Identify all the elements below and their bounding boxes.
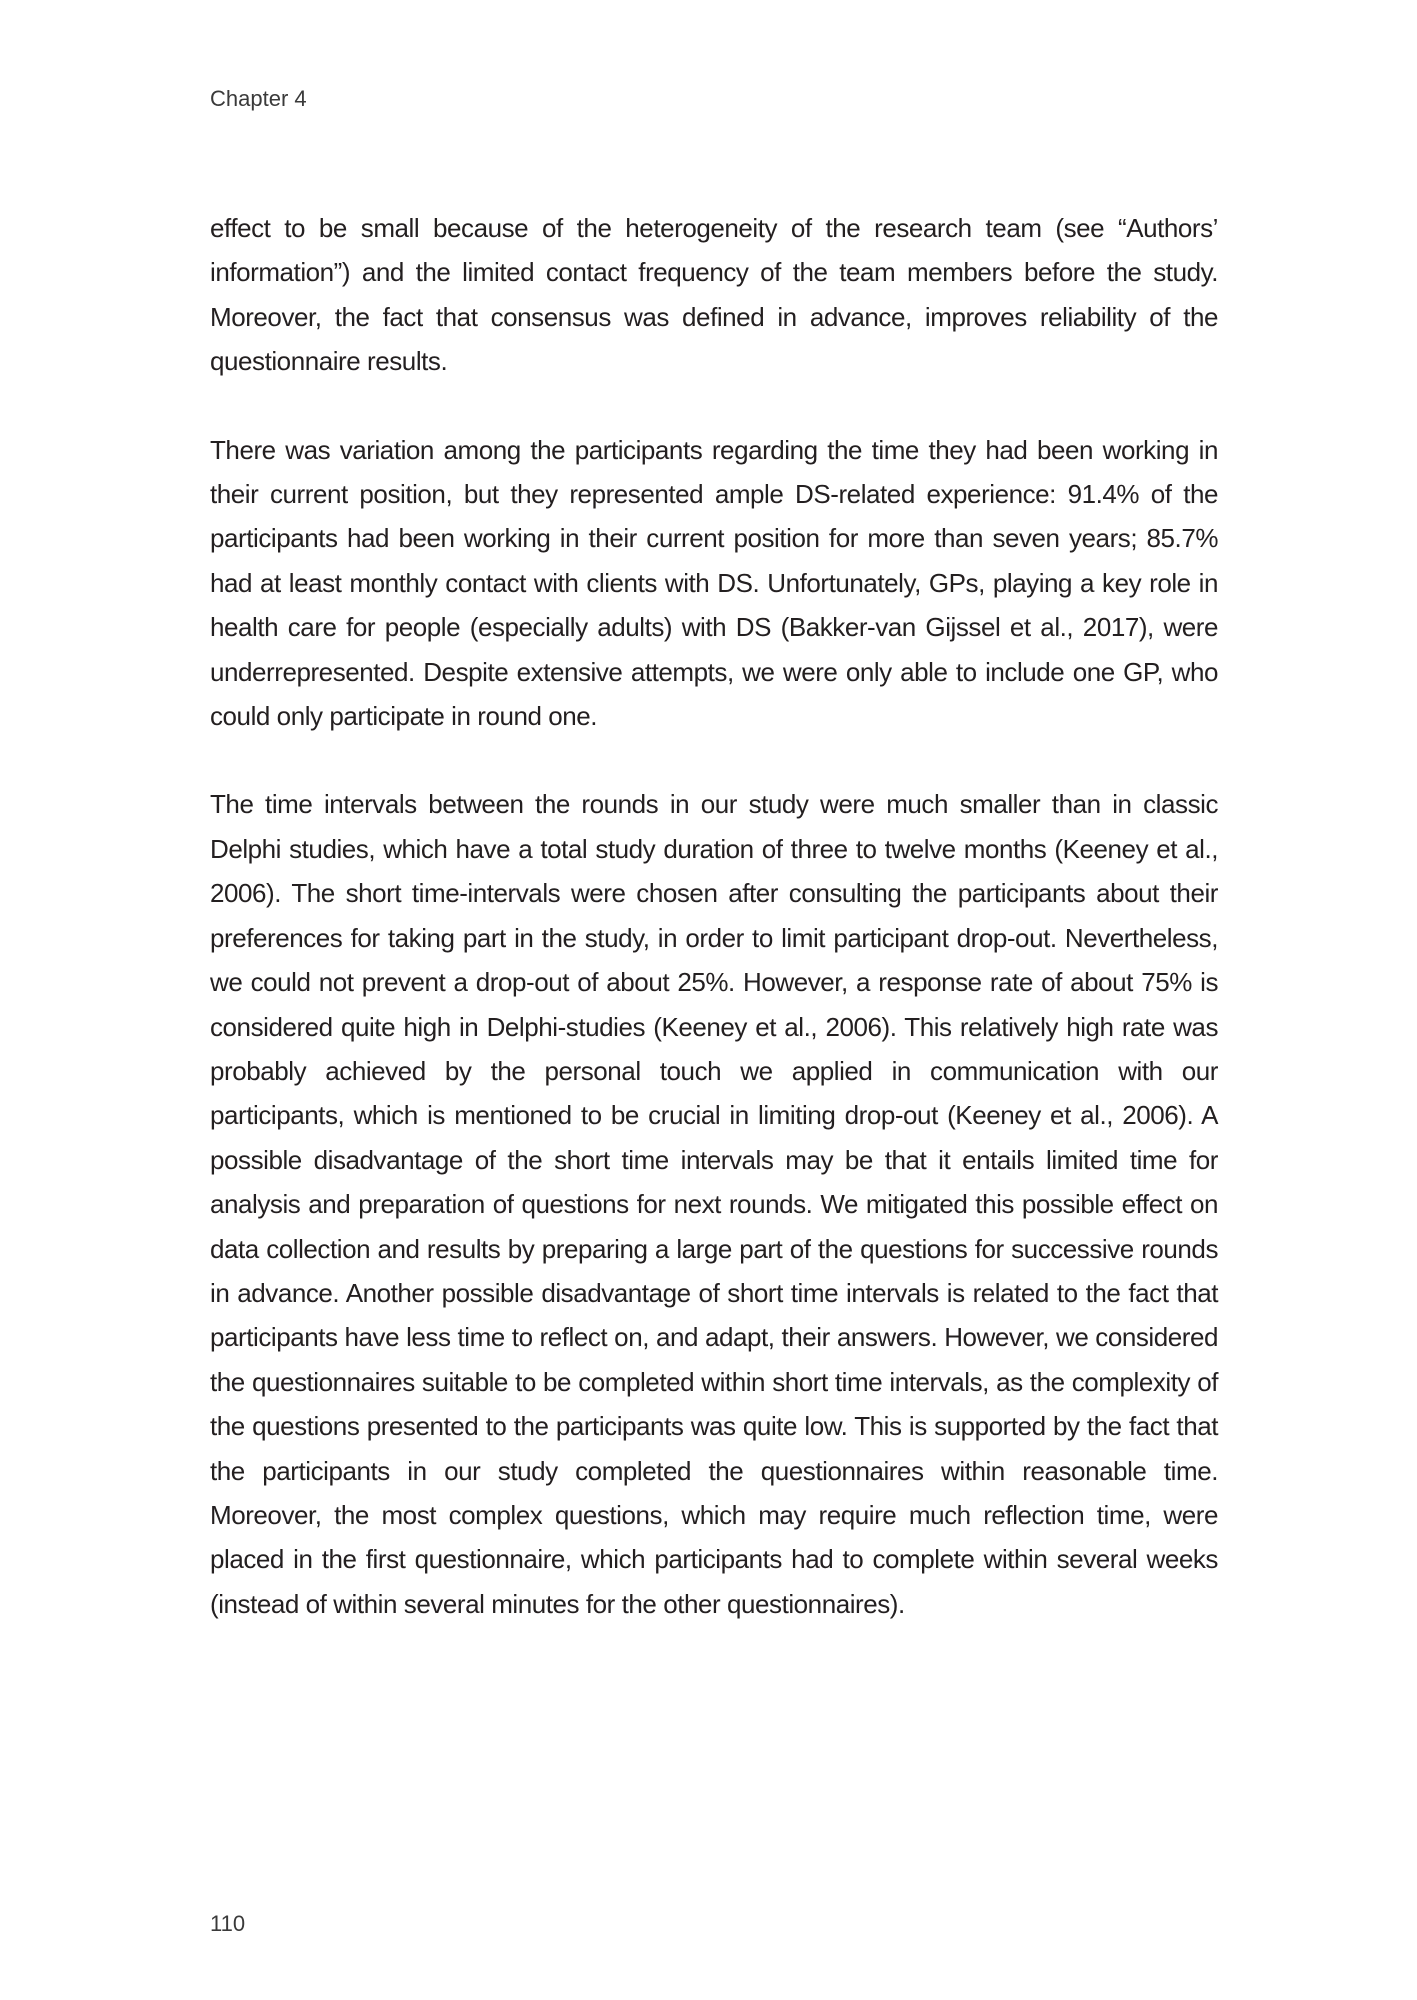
page-number: 110 bbox=[210, 1911, 246, 1936]
body-text bbox=[210, 206, 1218, 1626]
paragraph-3: The time intervals between the rounds in our study were much smaller than in classic Delphi studies, which have a total study duration of three to twelve months (Keeney et al., 2006). The short time-intervals were chosen after consulting the participants about their preferences for taking part in the study, in order to limit participant drop-out. Nevertheless, we could not prevent a drop-out of about 25%. However, a response rate of about 75% is considered quite high in Delphi-studies (Keeney et al., 2006). This relatively high rate was probably achieved by the personal touch we applied in communication with our participants, which is mentioned to be crucial in limiting drop-out (Keeney et al., 2006). A possible disadvantage of the short time intervals may be that it entails limited time for analysis and preparation of questions for next rounds. We mitigated this possible effect on data collection and results by preparing a large part of the questions for successive rounds in advance. Another possible disadvantage of short time intervals is related to the fact that participants have less time to reflect on, and adapt, their answers. However, we considered the questionnaires suitable to be completed within short time intervals, as the complexity of the questions presented to the participants was quite low. This is supported by the fact that the participants in our study completed the questionnaires within reasonable time. Moreover, the most complex questions, which may require much reflection time, were placed in the first questionnaire, which participants had to complete within several weeks (instead of within several minutes for the other questionnaires). bbox=[210, 789, 1218, 1619]
paragraph-1: effect to be small because of the heterogeneity of the research team (see “Authors’ information”) and the limited contact frequency of the team members before the study. Moreover, the fact that consensus was defined in advance, improves reliability of the questionnaire results. bbox=[210, 213, 1218, 377]
paragraph-2: There was variation among the participants regarding the time they had been working in their current position, but they represented ample DS-related experience: 91.4% of the participants had been working in their current position for more than seven years; 85.7% had at least monthly contact with clients with DS. Unfortunately, GPs, playing a key role in health care for people (especially adults) with DS (Bakker-van Gijssel et al., 2017), were underrepresented. Despite extensive attempts, we were only able to include one GP, who could only participate in round one. bbox=[210, 434, 1218, 732]
running-header-chapter: Chapter 4 bbox=[210, 86, 307, 111]
